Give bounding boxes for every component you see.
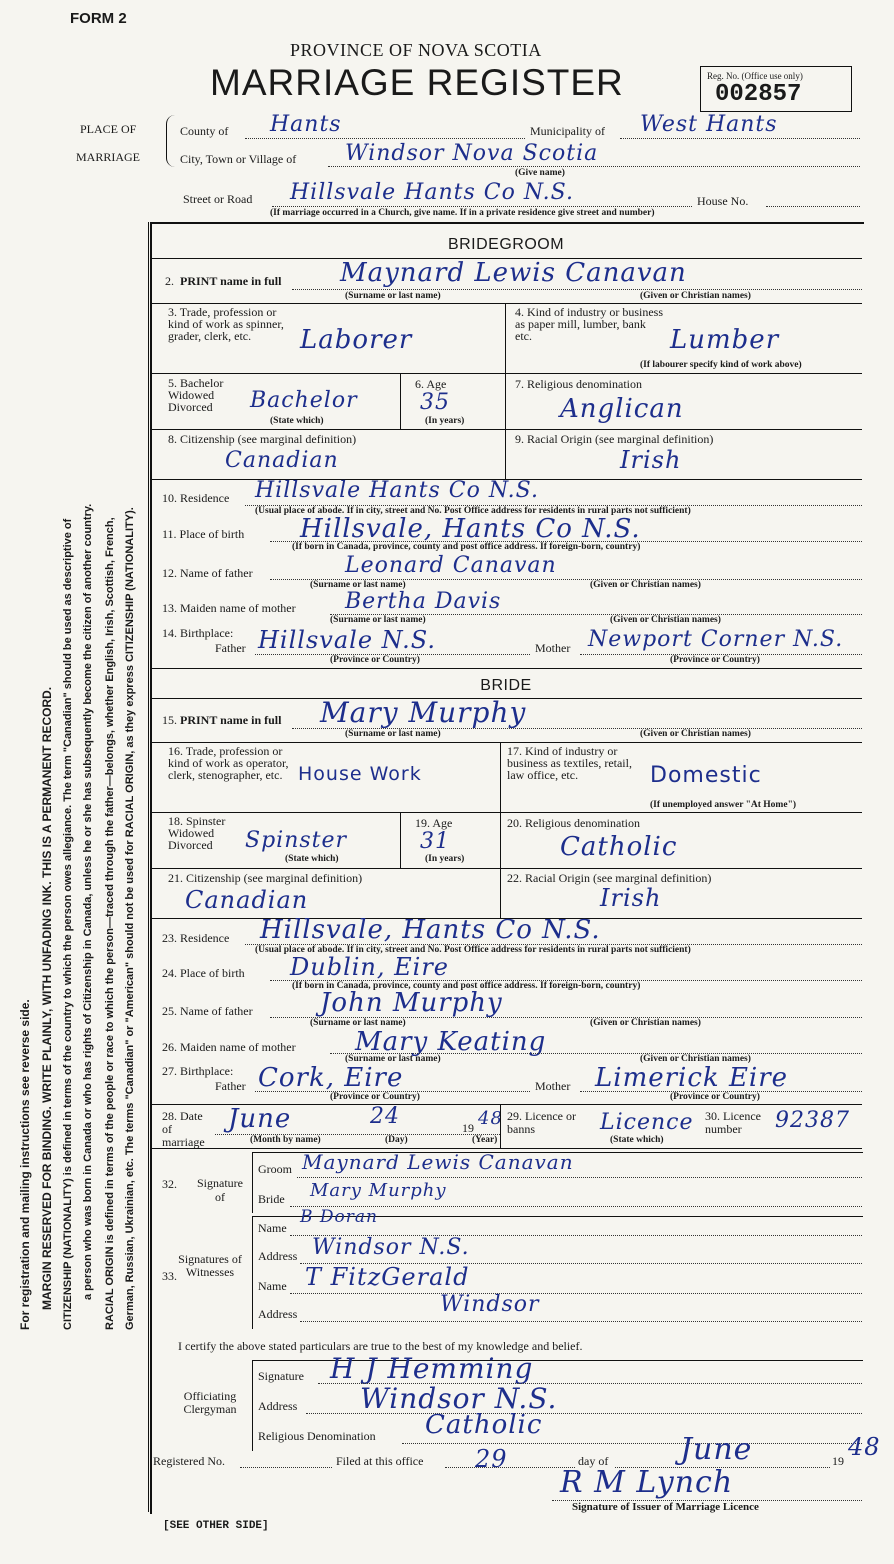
street-label: Street or Road (183, 192, 253, 206)
sig-no: 32. (162, 1177, 177, 1191)
margin-line-2: MARGIN RESERVED FOR BINDING. WRITE PLAINLY, WITH UNFADING INK. THIS IS A PERMANENT RECORD. (40, 686, 54, 1310)
groom-trade-value: Laborer (300, 325, 413, 355)
groom-birthplace-value: Hillsvale, Hants Co N.S. (300, 514, 641, 544)
clergy-signature: H J Hemming (330, 1352, 534, 1385)
witness-no: 33. (162, 1269, 177, 1283)
bride-sig-label: Bride (258, 1192, 285, 1206)
registered-label: Registered No. (153, 1454, 225, 1468)
bride-citizenship-value: Canadian (185, 886, 309, 914)
groom-bp-mother-label: Mother (535, 641, 571, 655)
groom-birthplace-label: 11. Place of birth (162, 527, 245, 541)
marriage-month: June (228, 1104, 292, 1134)
bride-bp-mother-label: Mother (535, 1079, 571, 1093)
bride-residence-value: Hillsvale, Hants Co N.S. (260, 915, 601, 945)
margin-line-5: RACIAL ORIGIN is defined in terms of the people or race to which the person—traced through the father—belongs, whether English, Irish, Scottish, French, (104, 517, 116, 1330)
year-hint: (Year) (472, 1135, 498, 1145)
groom-trade-label: 3. Trade, profession or kind of work as spinner, grader, clerk, etc. (168, 305, 284, 343)
bride-signature: Mary Murphy (310, 1180, 447, 1201)
witness-label: Signatures of Witnesses (178, 1252, 242, 1279)
groom-bp-mother-value: Newport Corner N.S. (588, 627, 844, 652)
groom-industry-value: Lumber (670, 325, 780, 355)
street-value: Hillsvale Hants Co N.S. (290, 180, 574, 205)
day-hint: (Day) (385, 1135, 408, 1145)
groom-citizenship-label: 8. Citizenship (see marginal definition) (168, 432, 357, 446)
bride-religion-label: 20. Religious denomination (507, 816, 640, 830)
clergy-religion-label: Religious Denomination (258, 1429, 376, 1443)
bride-father-surname-hint: (Surname or last name) (310, 1018, 406, 1028)
bride-bp-father-hint: (Province or Country) (330, 1092, 420, 1102)
margin-line-6: German, Russian, Ukrainian, etc. The terms "Canadian" or "American" should not be used for RACIAL ORIGIN, as they express CITIZENSHIP (NATIONALITY). (124, 507, 136, 1330)
bride-industry-hint: (If unemployed answer "At Home") (650, 800, 797, 810)
groom-name-value: Maynard Lewis Canavan (340, 258, 687, 288)
municipality-label: Municipality of (530, 124, 605, 138)
groom-surname-hint: (Surname or last name) (345, 291, 441, 301)
bride-mother-given-hint: (Given or Christian names) (640, 1054, 751, 1064)
groom-mother-given-hint: (Given or Christian names) (610, 615, 721, 625)
groom-birthplace-hint: (If born in Canada, province, county and post office address. If foreign-born, country) (292, 542, 641, 552)
groom-mother-surname-hint: (Surname or last name) (330, 615, 426, 625)
groom-racial-value: Irish (620, 446, 682, 474)
licence-number-value: 92387 (775, 1108, 850, 1133)
place-brace (166, 115, 175, 167)
groom-name-label: PRINT name in full (180, 274, 282, 288)
groom-citizenship-value: Canadian (225, 448, 339, 473)
month-hint: (Month by name) (250, 1135, 321, 1145)
filed-year-prefix: 19 (832, 1454, 844, 1468)
clergy-address: Windsor N.S. (360, 1382, 558, 1415)
bride-name-no: 15. (162, 713, 177, 727)
city-value: Windsor Nova Scotia (345, 141, 599, 166)
witness1-address: Windsor N.S. (312, 1235, 470, 1260)
bride-name-label: PRINT name in full (180, 713, 282, 727)
bride-citizenship-label: 21. Citizenship (see marginal definition) (168, 871, 363, 885)
bride-father-label: 25. Name of father (162, 1004, 253, 1018)
bridegroom-heading: BRIDEGROOM (447, 236, 565, 253)
marriage-year: 48 (478, 1108, 503, 1129)
groom-residence-label: 10. Residence (162, 491, 230, 505)
bride-trade-label: 16. Trade, profession or kind of work as operator, clerk, stenographer, etc. (168, 744, 289, 782)
bride-trade-value: House Work (298, 763, 422, 785)
groom-religion-label: 7. Religious denomination (515, 377, 642, 391)
marriage-day: 24 (370, 1104, 400, 1129)
marriage-year-prefix: 19 (462, 1121, 474, 1135)
groom-industry-label: 4. Kind of industry or business as paper mill, lumber, bank etc. (515, 305, 663, 343)
bride-birthplace-label: 24. Place of birth (162, 966, 245, 980)
bride-surname-hint: (Surname or last name) (345, 729, 441, 739)
licence-number-label: 30. Licence number (705, 1109, 761, 1136)
witness1-name: B Doran (300, 1207, 378, 1227)
w1-name-label: Name (258, 1221, 287, 1235)
clergy-address-label: Address (258, 1399, 298, 1413)
groom-status-value: Bachelor (250, 388, 358, 413)
groom-signature: Maynard Lewis Canavan (302, 1150, 574, 1174)
bride-heading: BRIDE (480, 677, 532, 694)
licence-value: Licence (600, 1110, 694, 1135)
bride-age-value: 31 (420, 829, 450, 854)
filed-year: 48 (848, 1433, 881, 1461)
filed-day: 29 (475, 1445, 508, 1473)
groom-state-which: (State which) (270, 416, 324, 426)
bride-given-hint: (Given or Christian names) (640, 729, 751, 739)
bride-name-value: Mary Murphy (320, 696, 527, 729)
groom-religion-value: Anglican (560, 394, 684, 424)
groom-mother-value: Bertha Davis (345, 589, 502, 614)
groom-residence-hint: (Usual place of abode. If in city, street and No. Post Office address for residents in rural parts not sufficient) (255, 506, 691, 516)
city-label: City, Town or Village of (180, 152, 297, 166)
groom-father-surname-hint: (Surname or last name) (310, 580, 406, 590)
reg-no-box (700, 66, 852, 112)
house-no-label: House No. (697, 194, 749, 208)
bride-racial-value: Irish (600, 884, 662, 912)
groom-given-hint: (Given or Christian names) (640, 291, 751, 301)
province-heading: PROVINCE OF NOVA SCOTIA (290, 40, 542, 60)
witness2-address: Windsor (440, 1292, 540, 1317)
bride-residence-label: 23. Residence (162, 931, 230, 945)
clergy-label: Officiating Clergyman (183, 1389, 237, 1416)
bride-father-value: John Murphy (320, 988, 503, 1018)
filed-month: June (680, 1432, 753, 1467)
bride-bp-mother-value: Limerick Eire (595, 1063, 789, 1093)
groom-bp-label: 14. Birthplace: (162, 626, 234, 640)
bride-state-which: (State which) (285, 854, 339, 864)
day-of-label: day of (578, 1454, 609, 1468)
bride-bp-mother-hint: (Province or Country) (670, 1092, 760, 1102)
place-label-2: MARRIAGE (76, 150, 141, 164)
bride-mother-surname-hint: (Surname or last name) (345, 1054, 441, 1064)
margin-line-4: a person who was born in Canada or who has rights of Citizenship in Canada, unless he or she has subsequently become the citizen of another country. (82, 503, 94, 1300)
margin-line-1: For registration and mailing instructions see reverse side. (18, 999, 32, 1330)
groom-bp-father-hint: (Province or Country) (330, 655, 420, 665)
bride-industry-label: 17. Kind of industry or business as textiles, retail, law office, etc. (507, 744, 632, 782)
place-label-1: PLACE OF (80, 122, 137, 136)
groom-industry-hint: (If labourer specify kind of work above) (640, 360, 802, 370)
bride-bp-label: 27. Birthplace: (162, 1064, 234, 1078)
see-other-side: [SEE OTHER SIDE] (163, 1520, 269, 1532)
bride-birthplace-hint: (If born in Canada, province, county and post office address. If foreign-born, country) (292, 981, 641, 991)
bride-years-hint: (In years) (425, 854, 465, 864)
clergy-religion: Catholic (425, 1410, 543, 1440)
groom-bp-father-label: Father (215, 641, 246, 655)
county-value: Hants (270, 112, 342, 137)
certify-text: I certify the above stated particulars are true to the best of my knowledge and belief. (178, 1339, 583, 1353)
witness2-name: T FitzGerald (305, 1263, 470, 1291)
groom-racial-label: 9. Racial Origin (see marginal definition) (515, 432, 714, 446)
church-note: (If marriage occurred in a Church, give name. If in a private residence give street and number) (270, 208, 655, 218)
bride-bp-father-label: Father (215, 1079, 246, 1093)
bride-industry-value: Domestic (650, 763, 762, 788)
licence-label: 29. Licence or banns (507, 1109, 576, 1136)
groom-residence-value: Hillsvale Hants Co N.S. (255, 478, 539, 503)
clergy-sig-label: Signature (258, 1369, 304, 1383)
groom-age-value: 35 (420, 390, 450, 415)
w1-address-label: Address (258, 1249, 298, 1263)
groom-age-label: 6. Age (415, 377, 447, 391)
county-label: County of (180, 124, 229, 138)
state-which-licence: (State which) (610, 1135, 664, 1145)
margin-line-3: CITIZENSHIP (NATIONALITY) is defined in terms of the country to which the person owes allegiance. The term "Canadian" should be used as descriptive of (62, 518, 74, 1330)
bride-status-label: 18. Spinster Widowed Divorced (168, 814, 226, 852)
bride-residence-hint: (Usual place of abode. If in city, street and No. Post Office address for residents in rural parts not sufficient) (255, 945, 691, 955)
form-number: FORM 2 (70, 10, 127, 27)
groom-name-no: 2. (165, 274, 174, 288)
reg-no-label: Reg. No. (Office use only) (707, 71, 803, 81)
groom-sig-label: Groom (258, 1162, 292, 1176)
bride-racial-label: 22. Racial Origin (see marginal definition) (507, 871, 712, 885)
municipality-value: West Hants (640, 112, 778, 137)
bride-birthplace-value: Dublin, Eire (290, 953, 449, 981)
groom-bp-father-value: Hillsvale N.S. (258, 626, 436, 654)
groom-bp-mother-hint: (Province or Country) (670, 655, 760, 665)
reg-no-value: 002857 (715, 81, 802, 108)
bride-mother-value: Mary Keating (355, 1027, 547, 1057)
bride-bp-father-value: Cork, Eire (258, 1063, 404, 1093)
w2-address-label: Address (258, 1307, 298, 1321)
groom-father-given-hint: (Given or Christian names) (590, 580, 701, 590)
bride-mother-label: 26. Maiden name of mother (162, 1040, 296, 1054)
bride-status-value: Spinster (245, 828, 348, 853)
filed-label: Filed at this office (336, 1454, 424, 1468)
issuer-label: Signature of Issuer of Marriage Licence (572, 1501, 759, 1513)
bride-father-given-hint: (Given or Christian names) (590, 1018, 701, 1028)
date-label: 28. Date of marriage (162, 1109, 205, 1149)
sig-label: Signature of (197, 1176, 243, 1204)
groom-mother-label: 13. Maiden name of mother (162, 601, 296, 615)
w2-name-label: Name (258, 1279, 287, 1293)
groom-years-hint: (In years) (425, 416, 465, 426)
bride-age-label: 19. Age (415, 816, 453, 830)
form-title: MARRIAGE REGISTER (210, 62, 624, 103)
groom-father-label: 12. Name of father (162, 566, 253, 580)
groom-father-value: Leonard Canavan (345, 553, 557, 578)
issuer-signature: R M Lynch (560, 1465, 734, 1500)
give-name-hint: (Give name) (515, 168, 565, 178)
groom-status-label: 5. Bachelor Widowed Divorced (168, 376, 224, 414)
bride-religion-value: Catholic (560, 832, 678, 862)
